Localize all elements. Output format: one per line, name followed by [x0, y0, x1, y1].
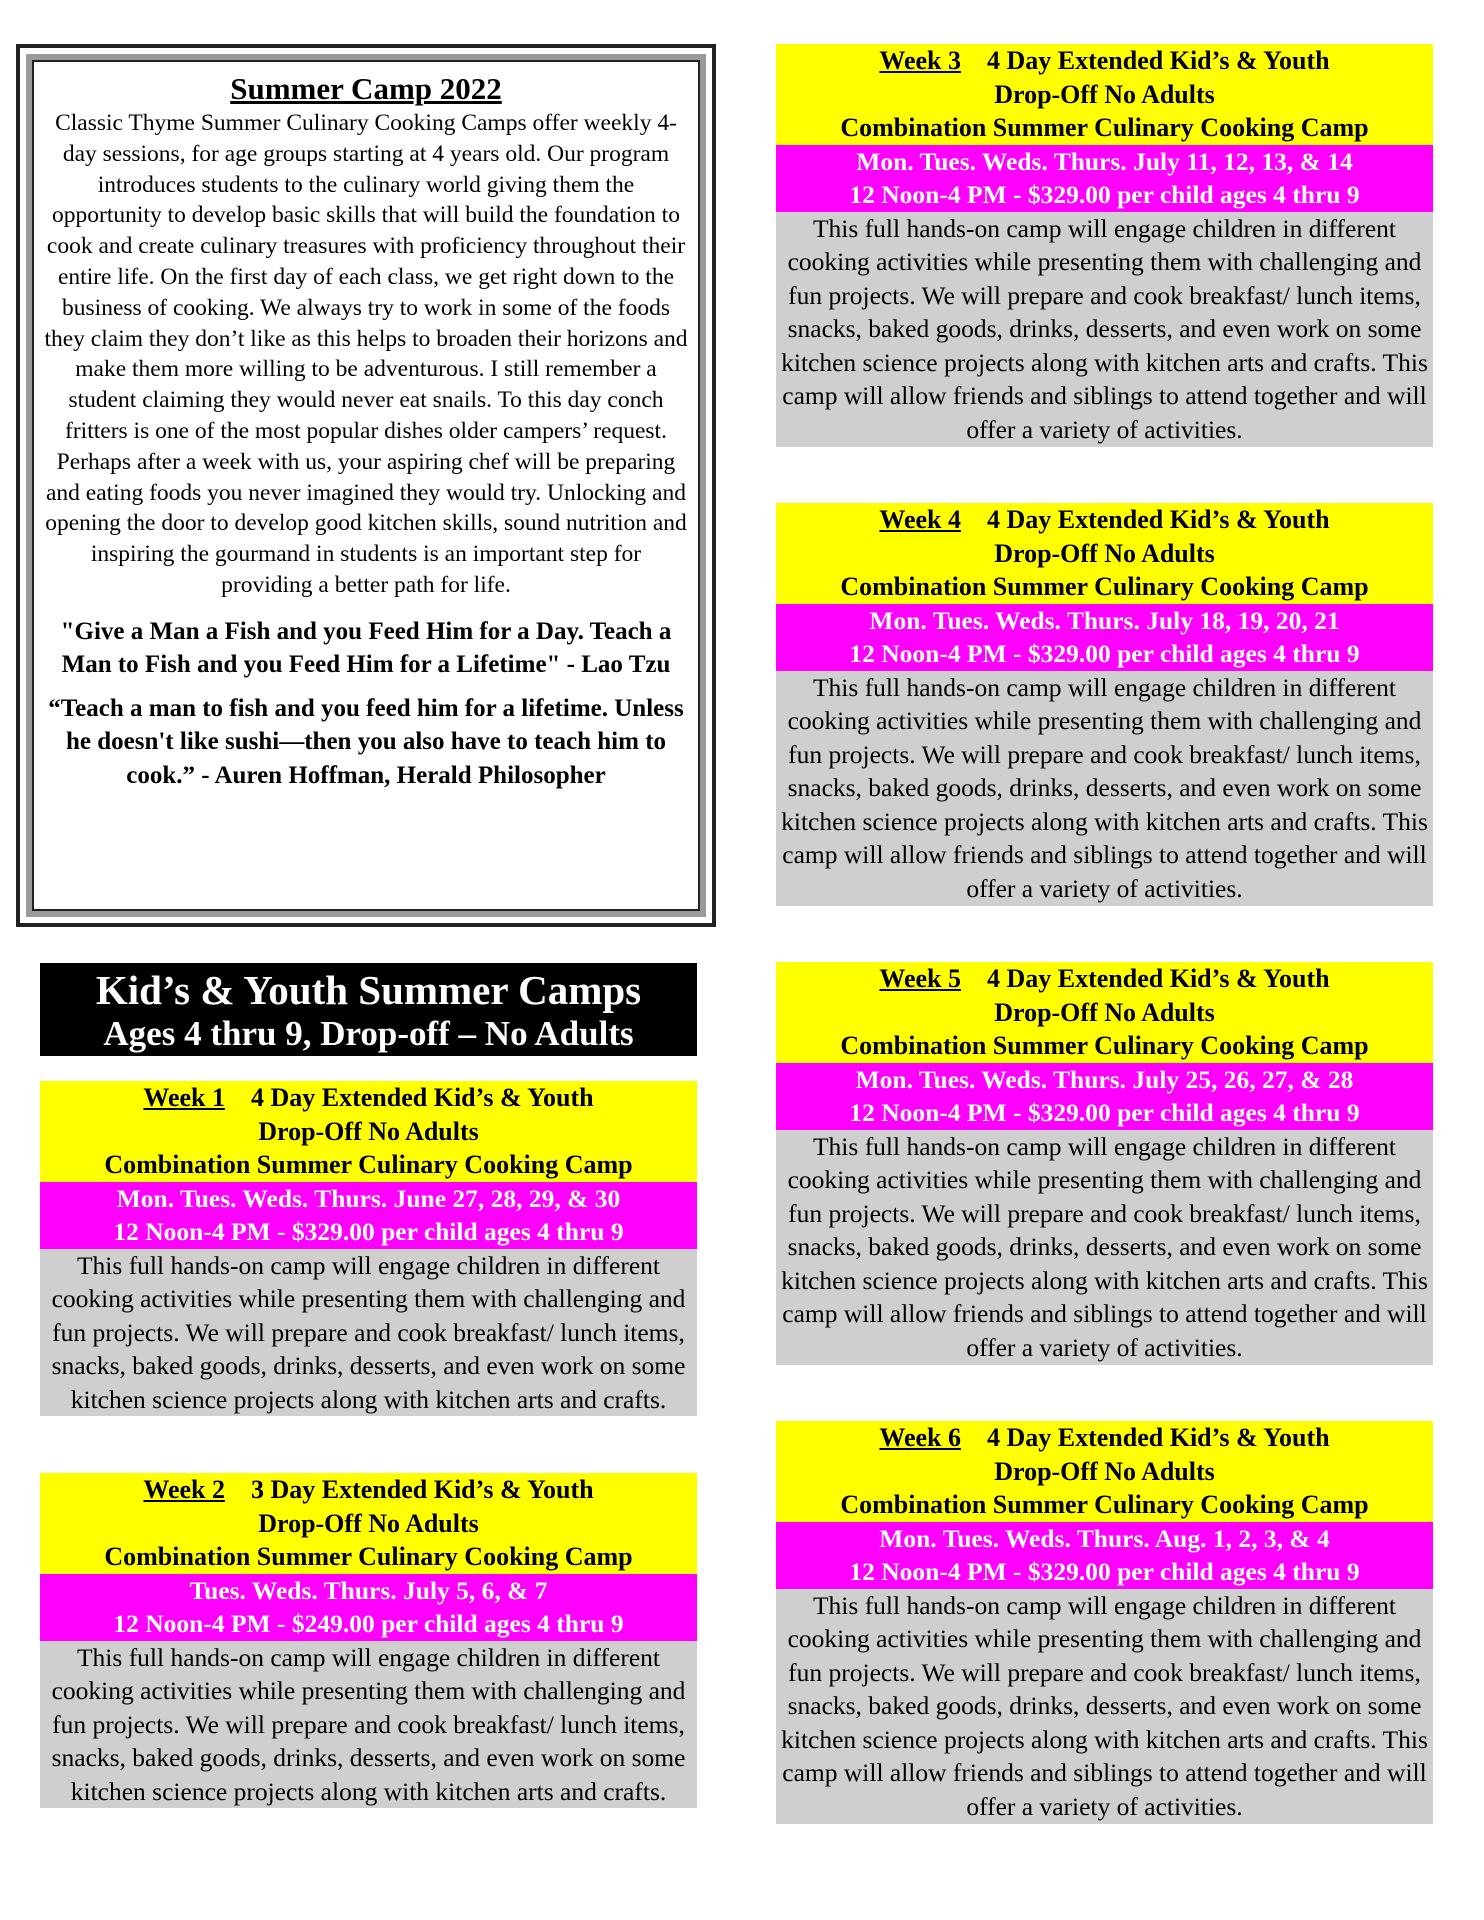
camp-schedule — [776, 1522, 1433, 1589]
camp-title: 4 Day Extended Kid’s & Youth — [986, 1423, 1330, 1452]
camp-type: Combination Summer Culinary Cooking Camp — [840, 113, 1369, 142]
camp-week-4 — [776, 503, 1433, 906]
camp-week-2 — [40, 1473, 697, 1808]
camp-dates: Tues. Weds. Thurs. July 5, 6, & 7 — [189, 1575, 548, 1605]
camp-description: This full hands-on camp will engage children in different cooking activities while presenting them with challenging and fun projects. We will prepare and cook breakfast/ lunch items, snacks, baked goods, drinks, desserts, and even work on some kitchen science projects along with kitchen arts and crafts. This camp will allow friends and siblings to attend together and will offer a variety of activities. — [776, 671, 1433, 906]
camp-description: This full hands-on camp will engage children in different cooking activities while presenting them with challenging and fun projects. We will prepare and cook breakfast/ lunch items, snacks, baked goods, drinks, desserts, and even work on some kitchen science projects along with kitchen arts and crafts. This camp will allow friends and siblings to attend together and will offer a variety of activities. — [776, 1589, 1433, 1824]
camp-schedule — [776, 1063, 1433, 1130]
camp-type: Combination Summer Culinary Cooking Camp — [840, 1031, 1369, 1060]
camp-week-5 — [776, 962, 1433, 1365]
week-label: Week 1 — [143, 1083, 225, 1112]
intro-box — [16, 44, 716, 927]
camp-type: Combination Summer Culinary Cooking Camp — [840, 1490, 1369, 1519]
camp-subtitle: Drop-Off No Adults — [258, 1508, 479, 1538]
camp-time-price: 12 Noon-4 PM - $329.00 per child ages 4 thru 9 — [849, 180, 1360, 209]
week-label: Week 5 — [879, 964, 961, 993]
camp-title: 4 Day Extended Kid’s & Youth — [250, 1083, 594, 1112]
camp-subtitle: Drop-Off No Adults — [994, 1456, 1215, 1486]
camp-week-1 — [40, 1081, 697, 1416]
camp-subtitle: Drop-Off No Adults — [994, 997, 1215, 1027]
camp-dates: Mon. Tues. Weds. Thurs. July 11, 12, 13, & 14 — [856, 146, 1353, 176]
camp-header — [776, 1421, 1433, 1522]
camp-week-3 — [776, 44, 1433, 447]
camp-description: This full hands-on camp will engage children in different cooking activities while presenting them with challenging and fun projects. We will prepare and cook breakfast/ lunch items, snacks, baked goods, drinks, desserts, and even work on some kitchen science projects along with kitchen arts and crafts. This camp will allow friends and siblings to attend together and will offer a variety of activities. — [776, 1130, 1433, 1365]
camp-time-price: 12 Noon-4 PM - $329.00 per child ages 4 thru 9 — [849, 639, 1360, 668]
camp-schedule — [776, 604, 1433, 671]
camp-subtitle: Drop-Off No Adults — [258, 1116, 479, 1146]
camp-time-price: 12 Noon-4 PM - $249.00 per child ages 4 thru 9 — [113, 1609, 624, 1638]
camp-subtitle: Drop-Off No Adults — [994, 538, 1215, 568]
intro-title: Summer Camp 2022 — [230, 71, 502, 106]
camp-dates: Mon. Tues. Weds. Thurs. Aug. 1, 2, 3, & 4 — [879, 1523, 1330, 1553]
camp-week-6 — [776, 1421, 1433, 1824]
intro-body: Classic Thyme Summer Culinary Cooking Camps offer weekly 4-day sessions, for age groups starting at 4 years old. Our program introduces students to the culinary world giving them the opportunity to develop basic skills that will build the foundation to cook and create culinary treasures with proficiency throughout their entire life. On the first day of each class, we get right down to the business of cooking. We always try to work in some of the foods they claim they don’t like as this helps to broaden their horizons and make them more willing to be adventurous. I still remember a student claiming they would never eat snails. To this day conch fritters is one of the most popular dishes older campers’ request. Perhaps after a week with us, your aspiring chef will be preparing and eating foods you never imagined they would try. Unlocking and opening the door to develop good kitchen skills, sound nutrition and inspiring the gourmand in students is an important step for providing a better path for life. — [44, 110, 688, 598]
camp-type: Combination Summer Culinary Cooking Camp — [104, 1542, 633, 1571]
camp-header — [776, 503, 1433, 604]
quote-auren-hoffman: “Teach a man to fish and you feed him for a lifetime. Unless he doesn't like sushi—then you also have to teach him to cook.” - Auren Hoffman, Herald Philosopher — [48, 694, 684, 789]
camp-header — [40, 1473, 697, 1574]
kids-camps-header — [40, 963, 697, 1056]
week-label: Week 6 — [879, 1423, 961, 1452]
kids-header-line1: Kid’s & Youth Summer Camps — [95, 967, 642, 1013]
week-label: Week 3 — [879, 46, 961, 75]
camp-title: 4 Day Extended Kid’s & Youth — [986, 46, 1330, 75]
camp-dates: Mon. Tues. Weds. Thurs. June 27, 28, 29, & 30 — [116, 1183, 621, 1213]
camp-header — [40, 1081, 697, 1182]
camp-schedule — [40, 1574, 697, 1641]
camp-time-price: 12 Noon-4 PM - $329.00 per child ages 4 thru 9 — [849, 1557, 1360, 1586]
camp-schedule — [40, 1182, 697, 1249]
camp-header — [776, 44, 1433, 145]
camp-time-price: 12 Noon-4 PM - $329.00 per child ages 4 thru 9 — [113, 1217, 624, 1246]
camp-type: Combination Summer Culinary Cooking Camp — [840, 572, 1369, 601]
week-label: Week 4 — [879, 505, 961, 534]
camp-header — [776, 962, 1433, 1063]
camp-title: 4 Day Extended Kid’s & Youth — [986, 964, 1330, 993]
kids-header-line2: Ages 4 thru 9, Drop-off – No Adults — [103, 1014, 634, 1053]
camp-title: 3 Day Extended Kid’s & Youth — [250, 1475, 594, 1504]
camp-subtitle: Drop-Off No Adults — [994, 79, 1215, 109]
camp-type: Combination Summer Culinary Cooking Camp — [104, 1150, 633, 1179]
camp-title: 4 Day Extended Kid’s & Youth — [986, 505, 1330, 534]
camp-schedule — [776, 145, 1433, 212]
camp-time-price: 12 Noon-4 PM - $329.00 per child ages 4 thru 9 — [849, 1098, 1360, 1127]
camp-description: This full hands-on camp will engage children in different cooking activities while presenting them with challenging and fun projects. We will prepare and cook breakfast/ lunch items, snacks, baked goods, drinks, desserts, and even work on some kitchen science projects along with kitchen arts and crafts. — [40, 1249, 697, 1417]
camp-description: This full hands-on camp will engage children in different cooking activities while presenting them with challenging and fun projects. We will prepare and cook breakfast/ lunch items, snacks, baked goods, drinks, desserts, and even work on some kitchen science projects along with kitchen arts and crafts. This camp will allow friends and siblings to attend together and will offer a variety of activities. — [776, 212, 1433, 447]
camp-dates: Mon. Tues. Weds. Thurs. July 25, 26, 27, & 28 — [855, 1064, 1354, 1094]
week-label: Week 2 — [143, 1475, 225, 1504]
camp-dates: Mon. Tues. Weds. Thurs. July 18, 19, 20, 21 — [869, 605, 1340, 635]
camp-description: This full hands-on camp will engage children in different cooking activities while presenting them with challenging and fun projects. We will prepare and cook breakfast/ lunch items, snacks, baked goods, drinks, desserts, and even work on some kitchen science projects along with kitchen arts and crafts. — [40, 1641, 697, 1809]
quote-lao-tzu: "Give a Man a Fish and you Feed Him for a Day. Teach a Man to Fish and you Feed Him for a Lifetime" - Lao Tzu — [60, 617, 672, 679]
intro-inner-frame — [26, 54, 706, 917]
